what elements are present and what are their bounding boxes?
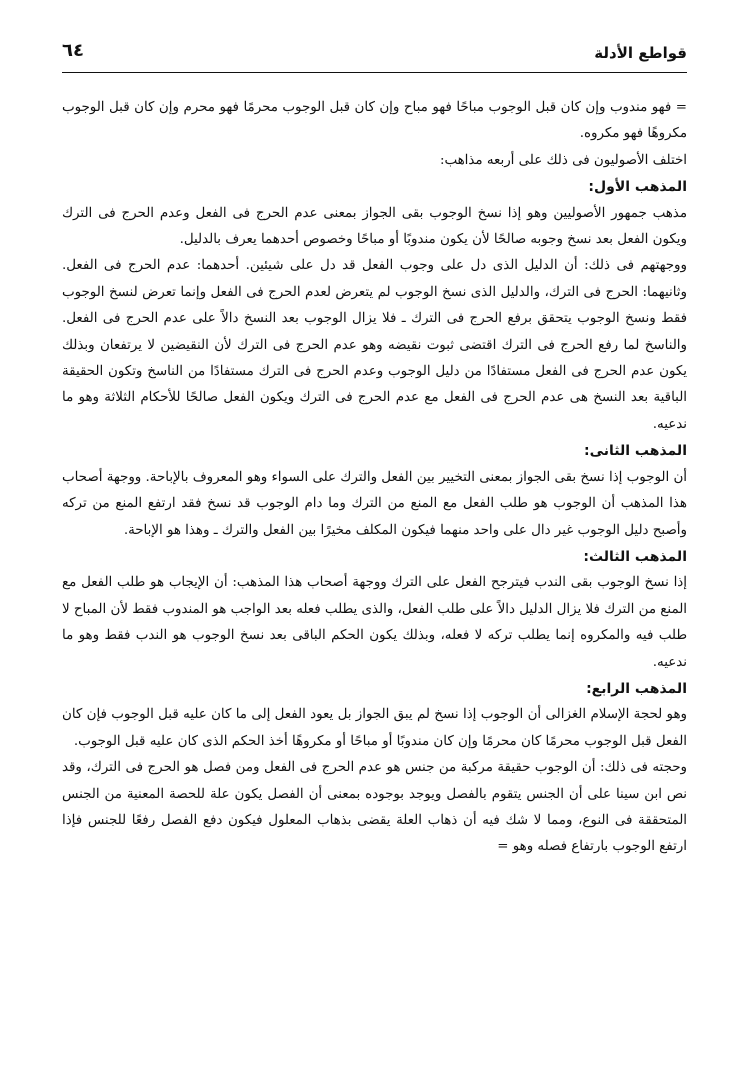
paragraph-second-school: أن الوجوب إذا نسخ بقى الجواز بمعنى التخيير بين الفعل والترك على السواء وهو المعروف بالإباحة. ووجهة أصحاب هذا المذهب أن الوجوب هو طلب الفعل مع المنع من الترك وما دام الوجوب قد نسخ فقد ارتفع المنع من تركه وأصبح دليل الوجوب غير دال على واحد منهما فيكون المكلف مخيرًا بين الفعل والترك ـ وهذا هو الإباحة.	[62, 469, 687, 538]
heading-third-school: المذهب الثالث:	[583, 548, 687, 565]
book-page	[62, 38, 687, 1058]
page-body	[62, 95, 687, 861]
paragraph-first-school-argument: ووجهتهم فى ذلك: أن الدليل الذى دل على وجوب الفعل قد دل على شيئين. أحدهما: عدم الحرج فى الفعل. وثانيهما: الحرج فى الترك، والدليل الذى نسخ الوجوب لم يتعرض لعدم الحرج فى الفعل وإنما تعرض لنسخ الوجوب فقط ونسخ الوجوب يتحقق برفع الحرج فى الترك ـ فلا يزال الوجوب بعد النسخ دالاً على عدم الحرج فى الفعل. والناسخ لما رفع الحرج فى الترك اقتضى ثبوت نقيضه وهو عدم الحرج فى الترك لأن النقيضين لا يرتفعان وبذلك يكون عدم الحرج فى الفعل مستفادًا من دليل الوجوب وعدم الحرج فى الترك مستفادًا من الناسخ وتكون الحقيقة الباقية بعد النسخ هى عدم الحرج فى الفعل مع عدم الحرج فى الترك ويكون الفعل صالحًا للأحكام الثلاثة وهو ما ندعيه.	[62, 258, 687, 432]
paragraph-continuation: = فهو مندوب وإن كان قبل الوجوب مباحًا فهو مباح وإن كان قبل الوجوب محرمًا فهو محرم وإن كان قبل الوجوب مكروهًا فهو مكروه.	[62, 100, 687, 142]
paragraph-fourth-school: وهو لحجة الإسلام الغزالى أن الوجوب إذا نسخ لم يبق الجواز بل يعود الفعل إلى ما كان عليه قبل الوجوب فإن كان الفعل قبل الوجوب محرمًا كان محرمًا وإن كان مندوبًا أو مباحًا أو مكروهًا أخذ الحكم الذى كان عليه قبل الوجوب.	[62, 707, 687, 749]
heading-fourth-school: المذهب الرابع:	[586, 680, 687, 697]
paragraph-third-school: إذا نسخ الوجوب بقى الندب فيترجح الفعل على الترك ووجهة أصحاب هذا المذهب: أن الإيجاب هو طلب الفعل مع المنع من الترك فلا يزال الدليل دالاً على طلب الفعل، والذى يطلب فعله بعد الواجب هو المندوب فقط لأن المباح لا طلب فيه والمكروه إنما يطلب تركه لا فعله، وبذلك يكون الحكم الباقى بعد نسخ الوجوب هو الندب فقط وهو ما ندعيه.	[62, 575, 687, 670]
heading-first-school: المذهب الأول:	[588, 179, 687, 196]
paragraph-intro: اختلف الأصوليون فى ذلك على أربعه مذاهب:	[439, 152, 687, 168]
heading-second-school: المذهب الثانى:	[584, 443, 687, 460]
running-title: قواطع الأدلة	[594, 44, 687, 62]
paragraph-fourth-school-argument: وحجته فى ذلك: أن الوجوب حقيقة مركبة من جنس هو عدم الحرج فى الفعل ومن فصل هو الحرج فى الترك، وقد نص ابن سينا على أن الجنس يتقوم بالفصل ويوجد بوجوده بمعنى أن الفصل يكون علة للحصة المعنية من الجنس المتحققة فى النوع، ومما لا شك فيه أن ذهاب العلة يقضى بذهاب المعلول فيكون دفع الفصل رفعًا للجنس فإذا ارتفع الوجوب بارتفاع فصله وهو =	[62, 760, 687, 855]
page-number: ٦٤	[62, 40, 84, 61]
running-header	[62, 38, 687, 73]
paragraph-first-school: مذهب جمهور الأصوليين وهو إذا نسخ الوجوب بقى الجواز بمعنى عدم الحرج فى الفعل وعدم الحرج فى الترك ويكون الفعل بعد نسخ وجوبه صالحًا لأن يكون مندوبًا أو مباحًا وخصوص أحدهما يعرف بالدليل.	[62, 205, 687, 248]
